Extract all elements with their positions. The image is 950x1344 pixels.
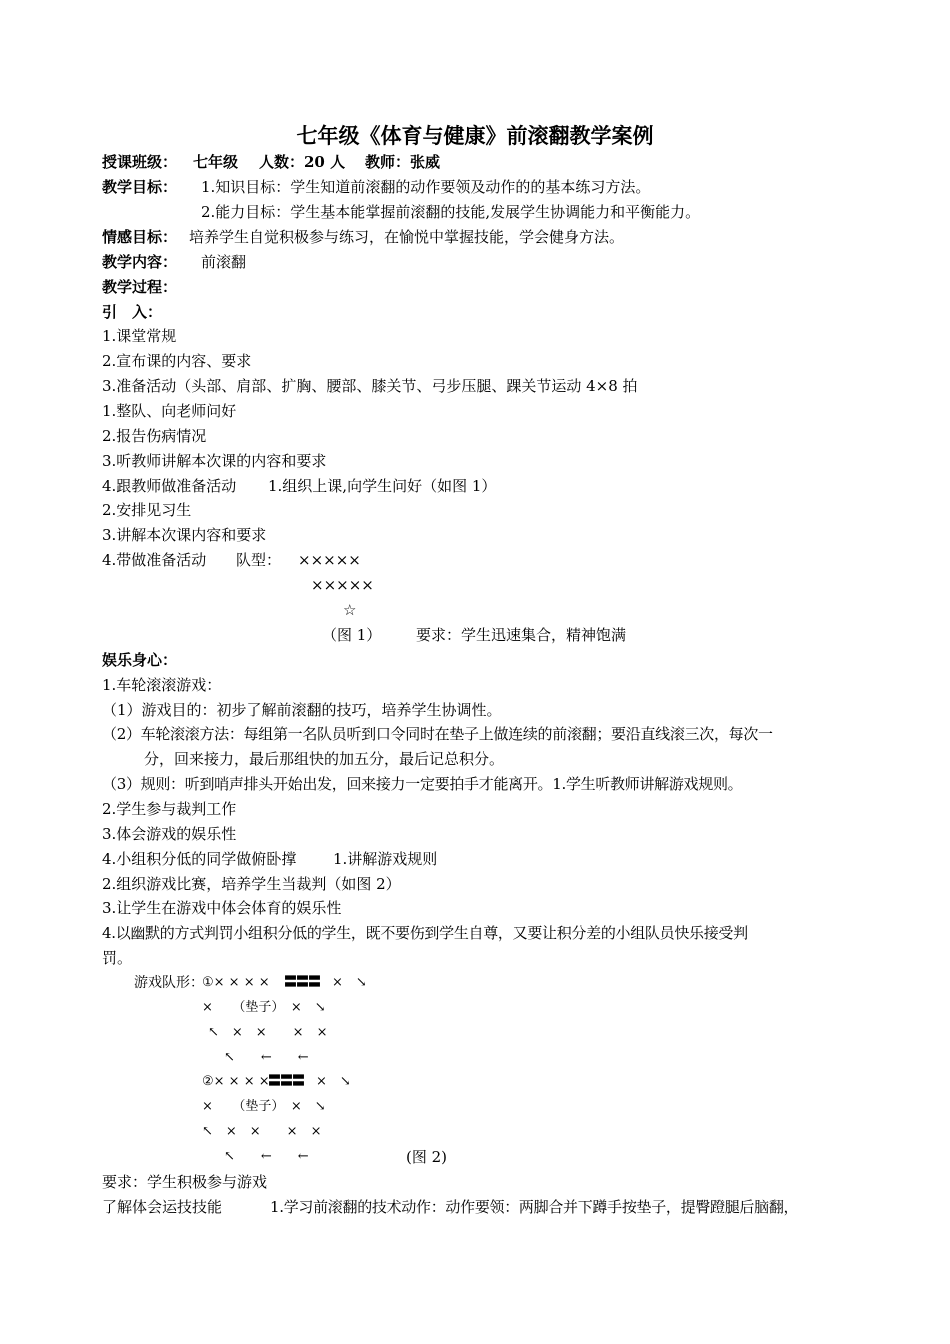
list-item: 4.跟教师做准备活动 (102, 477, 237, 495)
formation-row-6: × （垫子） × ↘ (202, 1099, 326, 1114)
formation-row-2: × （垫子） × ↘ (202, 1000, 326, 1015)
list-item: 2.学生参与裁判工作 (102, 800, 237, 818)
list-item: （3）规则：听到哨声排头开始出发，回来接力一定要拍手才能离开。1.学生听教师讲解游戏规则。 (102, 775, 743, 793)
mat-symbol: 〓〓〓 (268, 1074, 305, 1089)
list-item: （1）游戏目的：初步了解前滚翻的技巧，培养学生协调性。 (102, 701, 502, 719)
figure-2-caption: (图 2) (406, 1148, 448, 1166)
formation-row-4: ↖ ← ← (224, 1050, 309, 1065)
list-item: 3.体会游戏的娱乐性 (102, 825, 237, 843)
formation-row-1-end: × ↘ (332, 975, 367, 990)
formation-row-8: ↖ ← ← (224, 1149, 309, 1164)
requirement-2: 要求：学生积极参与游戏 (102, 1173, 268, 1191)
list-item: 4.带做准备活动 (102, 551, 207, 569)
document-title: 七年级《体育与健康》前滚翻教学案例 (296, 123, 654, 148)
list-item: 1.整队、向老师问好 (102, 402, 237, 420)
teacher-star-icon: ☆ (343, 601, 357, 619)
emotion-text: 培养学生自觉积极参与练习，在愉悦中掌握技能，学会健身方法。 (189, 228, 625, 246)
list-item: 3.讲解本次课内容和要求 (102, 526, 267, 544)
emotion-label: 情感目标： (102, 228, 178, 246)
list-item: 分，回来接力，最后那组快的加五分，最后记总积分。 (144, 750, 505, 768)
list-item: 罚。 (102, 949, 133, 967)
goal-ability: 2.能力目标：学生基本能掌握前滚翻的技能,发展学生协调能力和平衡能力。 (201, 203, 701, 221)
formation-row-3: ↖ × × × × (208, 1025, 328, 1040)
list-item: 4.以幽默的方式判罚小组积分低的学生，既不要伤到学生自尊，又要让积分差的小组队员快乐接受判 (102, 924, 748, 942)
list-item: 3.准备活动（头部、肩部、扩胸、腰部、膝关节、弓步压腿、踝关节运动 4×8 拍 (102, 377, 638, 395)
game-label: 娱乐身心： (102, 651, 178, 669)
list-item: 3.让学生在游戏中体会体育的娱乐性 (102, 899, 342, 917)
skill-label: 了解体会运技技能 (102, 1198, 223, 1216)
list-item: 2.宣布课的内容、要求 (102, 352, 252, 370)
list-item: 2.安排见习生 (102, 501, 192, 519)
class-value: 七年级 (193, 153, 239, 171)
goal-knowledge: 1.知识目标：学生知道前滚翻的动作要领及动作的的基本练习方法。 (201, 178, 651, 196)
requirement-1: 要求：学生迅速集合，精神饱满 (416, 626, 627, 644)
formation-row-7: ↖ × × × × (202, 1124, 322, 1139)
formation-row-1: ①× × × × (202, 975, 270, 990)
teacher-name: 教师：张威 (365, 153, 441, 171)
list-item: （2）车轮滚滚方法：每组第一名队员听到口令同时在垫子上做连续的前滚翻；要沿直线滚三次，每次一 (102, 725, 773, 743)
list-item: 2.组织游戏比赛，培养学生当裁判（如图 2） (102, 875, 401, 893)
list-item: 4.小组积分低的同学做俯卧撑 (102, 850, 297, 868)
formation-label: 游戏队形： (134, 975, 204, 991)
figure-1-caption: （图 1） (322, 626, 382, 644)
goals-label: 教学目标： (102, 178, 178, 196)
skill-text: 1.学习前滚翻的技术动作：动作要领：两脚合并下蹲手按垫子，提臀蹬腿后脑翻， (270, 1198, 799, 1216)
formation-row-2: ××××× (311, 576, 374, 594)
formation-row-1: ××××× (298, 551, 361, 569)
formation-label: 队型： (236, 551, 282, 569)
formation-row-5-end: × ↘ (316, 1074, 351, 1089)
mat-symbol: 〓〓〓 (284, 975, 321, 990)
list-item: 1.车轮滚滚游戏： (102, 676, 222, 694)
list-item: 1.讲解游戏规则 (333, 850, 438, 868)
intro-label: 引 入： (102, 303, 163, 321)
list-item: 2.报告伤病情况 (102, 427, 207, 445)
list-item: 3.听教师讲解本次课的内容和要求 (102, 452, 327, 470)
formation-row-5: ②× × × × (202, 1074, 270, 1089)
class-label: 授课班级： (102, 153, 178, 171)
content-label: 教学内容： (102, 253, 178, 271)
list-item: 1.课堂常规 (102, 327, 177, 345)
content-text: 前滚翻 (201, 253, 247, 271)
process-label: 教学过程： (102, 278, 178, 296)
list-item: 1.组织上课,向学生问好（如图 1） (268, 477, 497, 495)
student-count: 人数：20 人 (259, 153, 346, 171)
